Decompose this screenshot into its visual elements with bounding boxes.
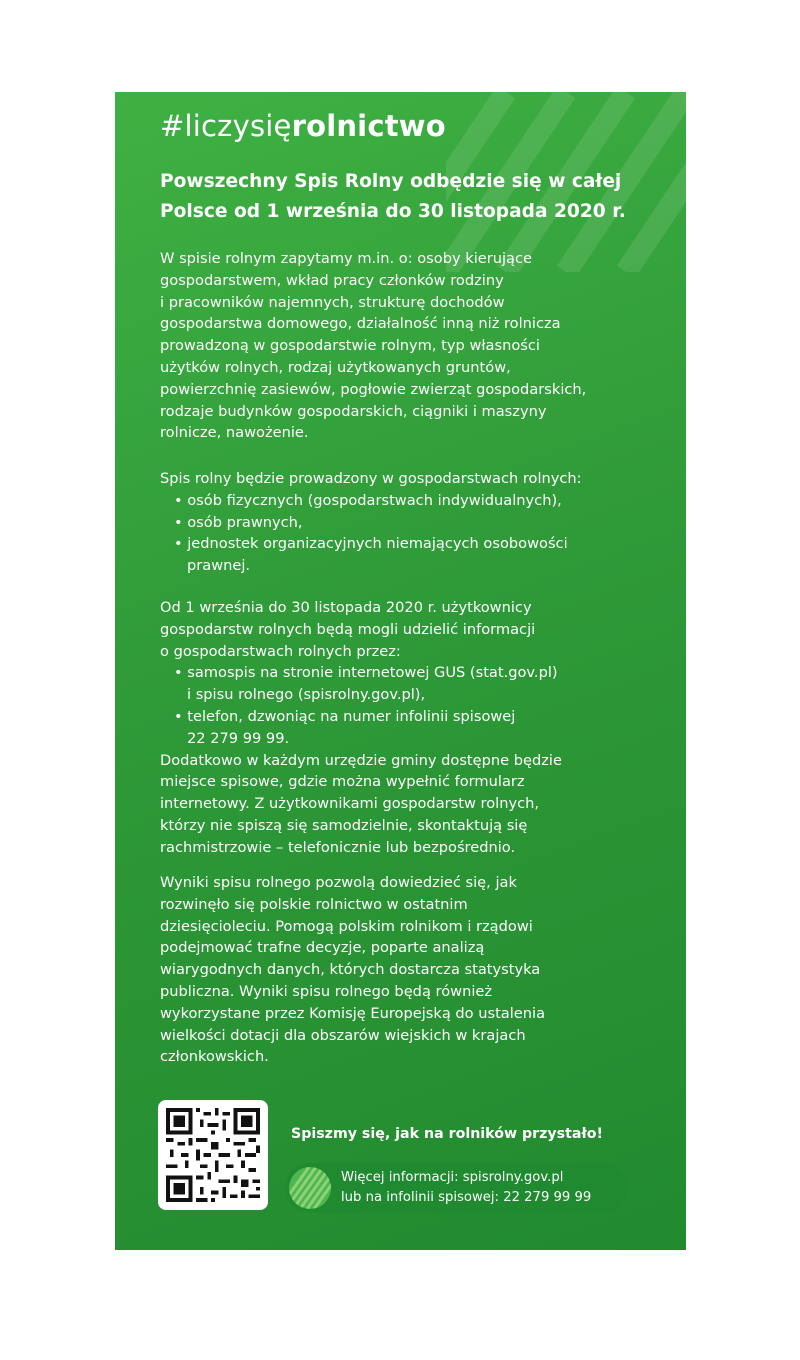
text-line: prowadzoną w gospodarstwie rolnym, typ własności xyxy=(160,337,540,355)
text-line: którzy nie spiszą się samodzielnie, skontaktują się xyxy=(160,816,528,834)
text-line: gospodarstwa domowego, działalność inną niż rolnicza xyxy=(160,315,561,333)
info-line-phone: lub na infolinii spisowej: 22 279 99 99 xyxy=(341,1190,592,1205)
info-text xyxy=(341,1168,591,1208)
paragraph-how-to-respond xyxy=(160,597,670,859)
text-line: internetowy. Z użytkownikami gospodarstw rolnych, xyxy=(160,795,540,813)
text-line: rolnicze, nawożenie. xyxy=(160,424,309,442)
hashtag-suffix: rolnictwo xyxy=(291,109,446,143)
text-line: gospodarstwem, wkład pracy członków rodziny xyxy=(160,271,504,289)
bullet-continuation: 22 279 99 99. xyxy=(187,729,290,747)
text-line: miejsce spisowe, gdzie można wypełnić formularz xyxy=(160,773,525,791)
text-line: gospodarstw rolnych będą mogli udzielić informacji xyxy=(160,620,536,638)
bullet-item: • osób prawnych, xyxy=(174,513,303,531)
text-line: W spisie rolnym zapytamy m.in. o: osoby kierujące xyxy=(160,250,532,267)
info-pill xyxy=(285,1163,627,1213)
headline-line: Polsce od 1 września do 30 listopada 2020 r. xyxy=(160,201,626,222)
text-line: dziesięcioleciu. Pomogą polskim rolnikom i rządowi xyxy=(160,917,533,935)
striped-circle-icon xyxy=(289,1167,331,1209)
paragraph-survey-topics xyxy=(160,248,670,444)
text-line: Wyniki spisu rolnego pozwolą dowiedzieć się, jak xyxy=(160,874,517,891)
text-line: Od 1 września do 30 listopada 2020 r. użytkownicy xyxy=(160,599,532,616)
text-line: podejmować trafne decyzje, poparte analizą xyxy=(160,939,485,957)
text-line: rozwinęło się polskie rolnictwo w ostatnim xyxy=(160,895,468,913)
text-line: powierzchnię zasiewów, pogłowie zwierząt gospodarskich, xyxy=(160,380,587,398)
paragraph-results xyxy=(160,872,670,1068)
paragraph-farm-types xyxy=(160,468,670,577)
bullet-item: • jednostek organizacyjnych niemających osobowości xyxy=(174,535,568,553)
leaflet-card xyxy=(115,92,686,1250)
text-line: rodzaje budynków gospodarskich, ciągniki i maszyny xyxy=(160,402,547,420)
hashtag-prefix: #liczysię xyxy=(160,109,292,143)
text-line: o gospodarstwach rolnych przez: xyxy=(160,642,401,660)
bullet-continuation: i spisu rolnego (spisrolny.gov.pl), xyxy=(187,686,426,704)
text-line: Dodatkowo w każdym urzędzie gminy dostępne będzie xyxy=(160,751,562,769)
headline xyxy=(160,167,670,227)
campaign-hashtag xyxy=(160,109,446,143)
text-line: wykorzystane przez Komisję Europejską do ustalenia xyxy=(160,1004,546,1022)
bullet-item: • samospis na stronie internetowej GUS (stat.gov.pl) xyxy=(174,664,558,682)
text-line: publiczna. Wyniki spisu rolnego będą również xyxy=(160,982,493,1000)
bullet-item: • osób fizycznych (gospodarstwach indywidualnych), xyxy=(174,491,562,509)
info-line-website: Więcej informacji: spisrolny.gov.pl xyxy=(341,1170,564,1185)
bullet-item: • telefon, dzwoniąc na numer infolinii spisowej xyxy=(174,707,516,725)
qr-code-icon xyxy=(166,1108,260,1202)
headline-line: Powszechny Spis Rolny odbędzie się w całej xyxy=(160,171,622,192)
qr-code[interactable] xyxy=(158,1100,268,1210)
text-line: i pracowników najemnych, strukturę dochodów xyxy=(160,293,505,311)
bullet-continuation: prawnej. xyxy=(187,557,251,575)
text-line: użytków rolnych, rodzaj użytkowanych gruntów, xyxy=(160,358,511,376)
text-line: wielkości dotacji dla obszarów wiejskich w krajach xyxy=(160,1026,526,1044)
text-line: Spis rolny będzie prowadzony w gospodarstwach rolnych: xyxy=(160,470,582,487)
tagline: Spiszmy się, jak na rolników przystało! xyxy=(291,1126,603,1142)
text-line: wiarygodnych danych, których dostarcza statystyka xyxy=(160,961,541,979)
text-line: rachmistrzowie – telefonicznie lub bezpośrednio. xyxy=(160,838,516,856)
text-line: członkowskich. xyxy=(160,1048,269,1066)
